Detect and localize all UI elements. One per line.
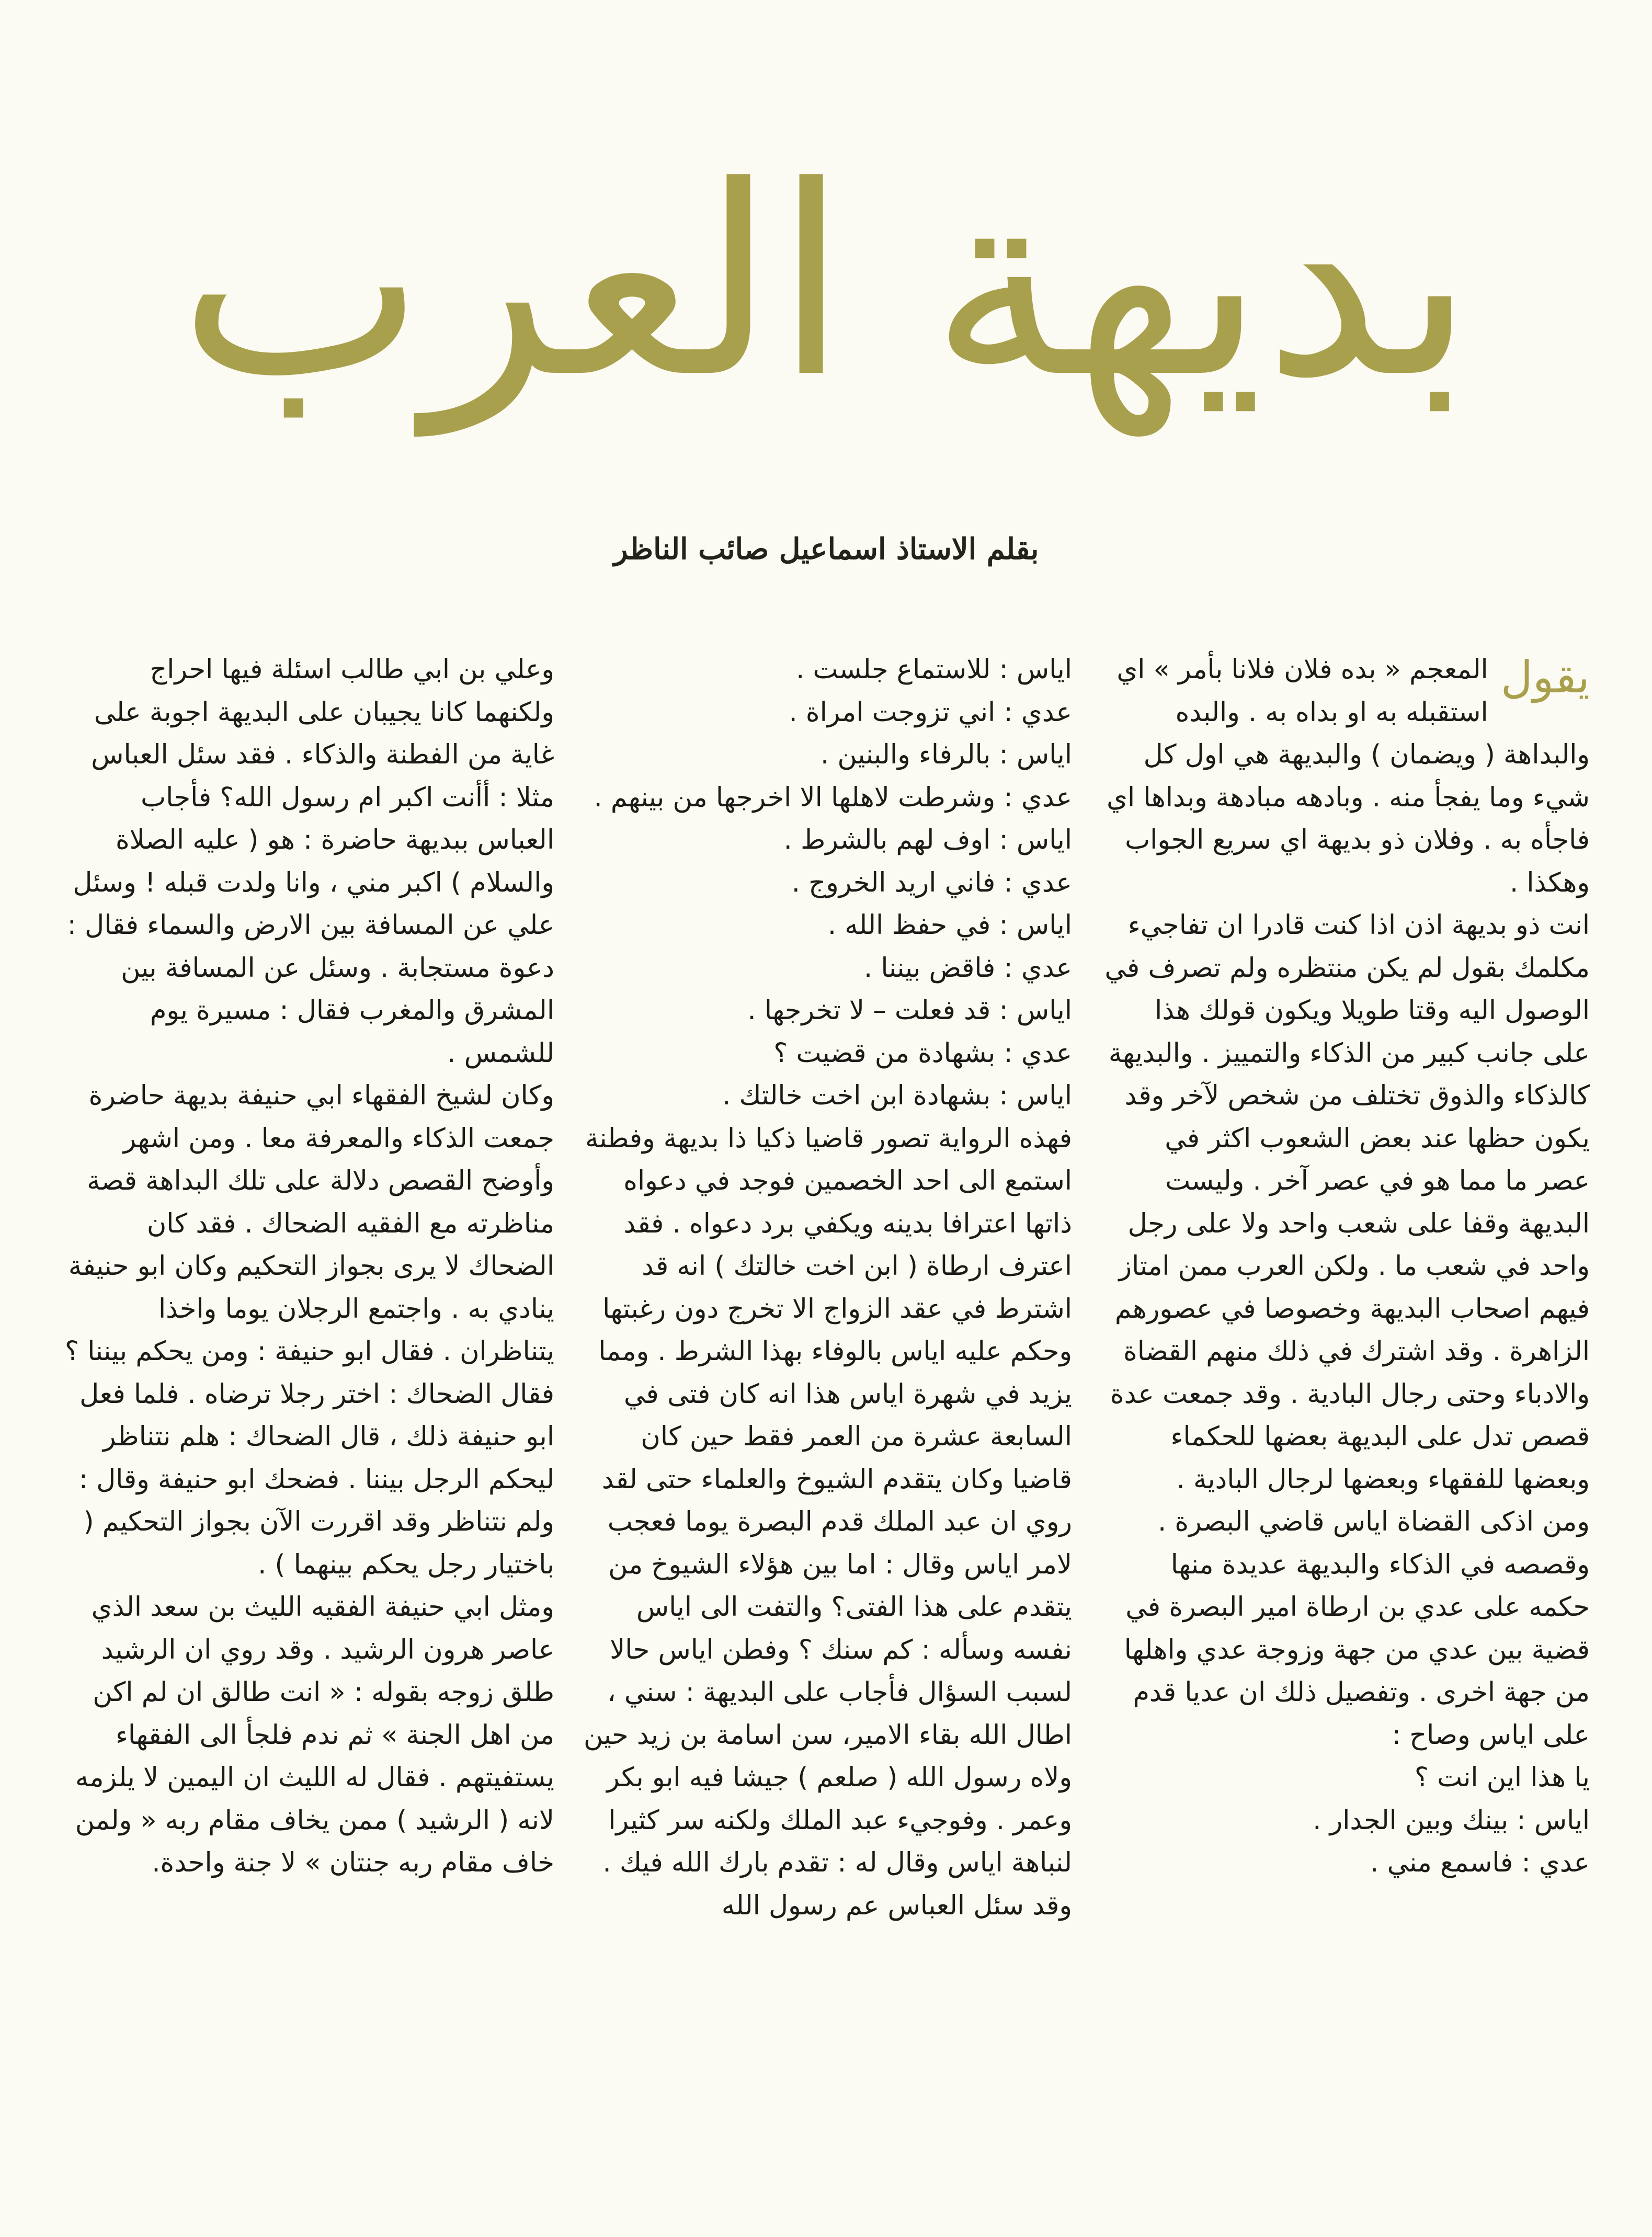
paragraph: وعلي بن ابي طالب اسئلة فيها احراج ولكنهما كانا يجيبان على البديهة اجوبة على غاية من الفطنة والذكاء . فقد سئل العباس مثلا : أأنت اكبر ام رسول الله؟ فأجاب العباس ببديهة حاضرة : هو ( عليه الصلاة والسلام ) اكبر مني ، وانا ولدت قبله ! وسئل علي عن المسافة بين الارض والسماء فقال : دعوة مستجابة . وسئل عن المسافة بين المشرق والمغرب فقال : مسيرة يوم للشمس . [67, 654, 554, 1069]
dialogue-line: عدي : بشهادة من قضيت ؟ [773, 1037, 1072, 1069]
paragraph: ومثل ابي حنيفة الفقيه الليث بن سعد الذي عاصر هرون الرشيد . وقد روي ان الرشيد طلق زوجه بقوله : « انت طالق ان لم اكن من اهل الجنة » ثم ندم فلجأ الى الفقهاء يستفيتهم . فقال له الليث ان اليمين لا يلزمه لانه ( الرشيد ) ممن يخاف مقام ربه « ولمن خاف مقام ربه جنتان » لا جنة واحدة. [75, 1592, 554, 1878]
dialogue-line: عدي : فاني اريد الخروج . [791, 867, 1072, 898]
dialogue-line: اياس : في حفظ الله . [827, 910, 1072, 941]
dialogue-line: اياس : بشهادة ابن اخت خالتك . [722, 1080, 1072, 1111]
column-1 [1103, 648, 1590, 2196]
column-2 [580, 648, 1072, 2196]
dialogue-line: اياس : بالرفاء والبنين . [820, 739, 1072, 770]
article-title: بديهة العرب [178, 130, 1474, 435]
column-3 [63, 648, 554, 2196]
dialogue-line: عدي : فاقض بيننا . [863, 952, 1072, 984]
paragraph: المعجم « بده فلان فلانا بأمر » اي استقبله به او بداه به . والبده والبداهة ( ويضمان ) والبديهة هي اول كل شيء وما يفجأ منه . وبادهه مبادهة وبداها اي فاجأه به . وفلان ذو بديهة اي سريع الجواب وهكذا . [1107, 654, 1590, 898]
paragraph: انت ذو بديهة اذن اذا كنت قادرا ان تفاجيء مكلمك بقول لم يكن منتظره ولم تصرف في الوصول اليه وقتا طويلا ويكون قولك هذا على جانب كبير من الذكاء والتمييز . والبديهة كالذكاء والذوق تختلف من شخص لآخر وقد يكون حظها عند بعض الشعوب اكثر في عصر ما مما هو في عصر آخر . وليست البديهة وقفا على شعب واحد ولا على رجل واحد في شعب ما . ولكن العرب ممن امتاز فيهم اصحاب البديهة وخصوصا في عصورهم الزاهرة . وقد اشترك في ذلك منهم القضاة والادباء وحتى رجال البادية . وقد جمعت عدة قصص تدل على البديهة بعضها للحكماء وبعضها للفقهاء وبعضها لرجال البادية . [1104, 910, 1590, 1495]
dialogue-line: اياس : اوف لهم بالشرط . [783, 825, 1072, 855]
dialogue-line: اياس : للاستماع جلست . [796, 654, 1072, 685]
dialogue-line: عدي : فاسمع مني . [1370, 1847, 1590, 1878]
author-byline: بقلم الاستاذ اسماعيل صائب الناظر [613, 532, 1039, 566]
dialogue-line: اياس : قد فعلت – لا تخرجها . [747, 995, 1072, 1026]
paragraph: وقد سئل العباس عم رسول الله [721, 1890, 1072, 1921]
dialogue-line: اياس : بينك وبين الجدار . [1313, 1805, 1590, 1836]
paragraph: فهذه الرواية تصور قاضيا ذكيا ذا بديهة وفطنة استمع الى احد الخصمين فوجد في دعواه ذاتها اعترافا بدينه ويكفي برد دعواه . فقد اعترف ارطاة ( ابن اخت خالتك ) انه قد اشترط في عقد الزواج الا تخرج دون رغبتها وحكم عليه اياس بالوفاء بهذا الشرط . ومما يزيد في شهرة اياس هذا انه كان فتى في السابعة عشرة من العمر فقط حين كان قاضيا وكان يتقدم الشيوخ والعلماء حتى لقد روي ان عبد الملك قدم البصرة يوما فعجب لامر اياس وقال : اما بين هؤلاء الشيوخ من يتقدم على هذا الفتى؟ والتفت الى اياس نفسه وسأله : كم سنك ؟ وفطن اياس حالا لسبب السؤال فأجاب على البديهة : سني ، اطال الله بقاء الامير، سن اسامة بن زيد حين ولاه رسول الله ( صلعم ) جيشا فيه ابو بكر وعمر . وفوجيء عبد الملك ولكنه سر كثيرا لنباهة اياس وقال له : تقدم بارك الله فيك . [583, 1123, 1072, 1878]
dialogue-line: عدي : اني تزوجت امراة . [789, 697, 1072, 728]
paragraph: ومن اذكى القضاة اياس قاضي البصرة . وقصصه في الذكاء والبديهة عديدة منها حكمه على عدي بن ارطاة امير البصرة في قضية بين عدي من جهة وزوجة عدي واهلها من جهة اخرى . وتفصيل ذلك ان عديا قدم على اياس وصاح : [1124, 1506, 1590, 1751]
lead-word: يقول [1500, 652, 1590, 703]
dialogue-line: عدي : وشرطت لاهلها الا اخرجها من بينهم . [594, 782, 1072, 813]
dialogue-line: يا هذا اين انت ؟ [1414, 1762, 1590, 1793]
paragraph: وكان لشيخ الفقهاء ابي حنيفة بديهة حاضرة جمعت الذكاء والمعرفة معا . ومن اشهر وأوضح القصص دلالة على تلك البداهة قصة مناظرته مع الفقيه الضحاك . فقد كان الضحاك لا يرى بجواز التحكيم وكان ابو حنيفة ينادي به . واجتمع الرجلان يوما واخذا يتناظران . فقال ابو حنيفة : ومن يحكم بيننا ؟ فقال الضحاك : اختر رجلا ترضاه . فلما فعل ابو حنيفة ذلك ، قال الضحاك : هلم نتناظر ليحكم الرجل بيننا . فضحك ابو حنيفة وقال : ولم نتناظر وقد اقررت الآن بجواز التحكيم ( باختيار رجل يحكم بينهما ) . [64, 1080, 554, 1580]
